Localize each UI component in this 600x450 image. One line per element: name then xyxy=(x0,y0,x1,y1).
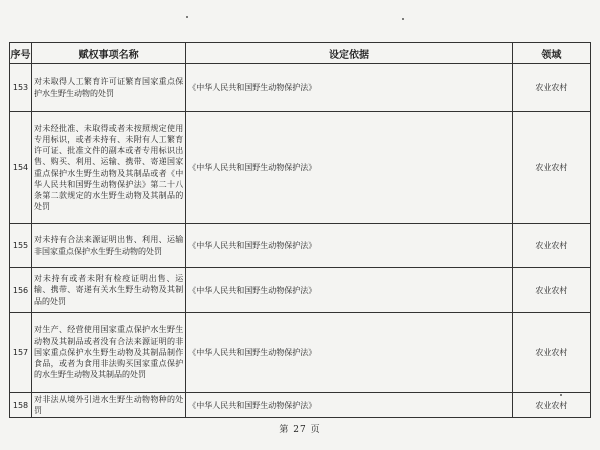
row-domain: 农业农村 xyxy=(512,224,590,268)
row-basis: 《中华人民共和国野生动物保护法》 xyxy=(186,313,513,393)
row-item: 对未经批准、未取得或者未按照规定使用专用标识，或者未持有、未附有人工繁育许可证、批准文件的副本或者专用标识出售、购买、利用、运输、携带、寄递国家重点保护水生野生动物及其制品或者《中华人民共和国野生动物保护法》第二十八条第二款规定的水生野生动物及其制品的处罚 xyxy=(32,112,186,224)
row-number: 154 xyxy=(10,112,32,224)
authorization-table xyxy=(9,42,591,418)
header-no: 序号 xyxy=(10,43,32,64)
table-row xyxy=(10,224,591,268)
row-number: 157 xyxy=(10,313,32,393)
page-number: 第 27 页 xyxy=(279,425,321,435)
row-item: 对非法从境外引进水生野生动物物种的处罚 xyxy=(32,393,186,418)
row-item: 对未持有合法来源证明出售、利用、运输非国家重点保护水生野生动物的处罚 xyxy=(32,224,186,268)
table-row xyxy=(10,268,591,313)
row-domain: 农业农村 xyxy=(512,268,590,313)
row-basis: 《中华人民共和国野生动物保护法》 xyxy=(186,64,513,112)
scan-speck-icon xyxy=(402,18,404,20)
row-item: 对未持有或者未附有检疫证明出售、运输、携带、寄递有关水生野生动物及其制品的处罚 xyxy=(32,268,186,313)
row-basis: 《中华人民共和国野生动物保护法》 xyxy=(186,224,513,268)
row-number: 156 xyxy=(10,268,32,313)
row-number: 158 xyxy=(10,393,32,418)
table-row xyxy=(10,112,591,224)
row-item: 对未取得人工繁育许可证繁育国家重点保护水生野生动物的处罚 xyxy=(32,64,186,112)
row-domain: 农业农村 xyxy=(512,64,590,112)
row-domain: 农业农村 xyxy=(512,313,590,393)
table-header-row xyxy=(10,43,591,64)
header-basis: 设定依据 xyxy=(186,43,513,64)
scan-speck-icon xyxy=(186,16,188,18)
row-number: 153 xyxy=(10,64,32,112)
table-row xyxy=(10,64,591,112)
row-item: 对生产、经营使用国家重点保护水生野生动物及其制品或者没有合法来源证明的非国家重点保护水生野生动物及其制品制作食品，或者为食用非法购买国家重点保护的水生野生动物及其制品的处罚 xyxy=(32,313,186,393)
row-domain: 农业农村 xyxy=(512,393,590,418)
row-domain: 农业农村 xyxy=(512,112,590,224)
header-item: 赋权事项名称 xyxy=(32,43,186,64)
row-basis: 《中华人民共和国野生动物保护法》 xyxy=(186,393,513,418)
table-row xyxy=(10,393,591,418)
row-basis: 《中华人民共和国野生动物保护法》 xyxy=(186,268,513,313)
header-domain: 领域 xyxy=(512,43,590,64)
row-number: 155 xyxy=(10,224,32,268)
row-basis: 《中华人民共和国野生动物保护法》 xyxy=(186,112,513,224)
table-row xyxy=(10,313,591,393)
